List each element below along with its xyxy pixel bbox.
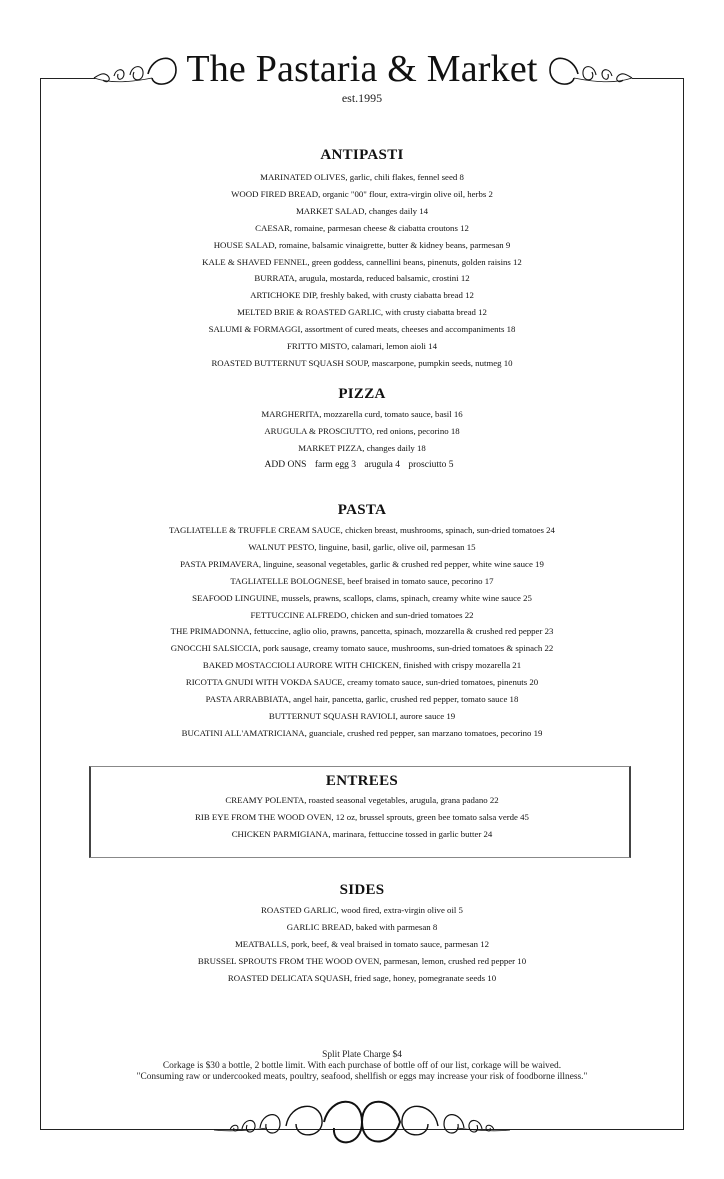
menu-item: BUCATINI ALL'AMATRICIANA, guanciale, crushed red pepper, san marzano tomatoes, pecorino 19 — [181, 727, 543, 738]
menu-item: THE PRIMADONNA, fettuccine, aglio olio, prawns, pancetta, spinach, mozzarella & crushed red pepper 23 — [170, 626, 554, 637]
menu-item: MARKET SALAD, changes daily 14 — [295, 205, 429, 216]
menu-item: WALNUT PESTO, linguine, basil, garlic, olive oil, parmesan 15 — [248, 541, 476, 552]
menu-item: ARUGULA & PROSCIUTTO, red onions, pecorino 18 — [264, 425, 460, 436]
menu-item: PASTA ARRABBIATA, angel hair, pancetta, garlic, crushed red pepper, tomato sauce 18 — [205, 694, 519, 705]
pizza-heading: PIZZA — [338, 386, 386, 402]
menu-item: HOUSE SALAD, romaine, balsamic vinaigrette, butter & kidney beans, parmesan 9 — [213, 239, 511, 250]
menu-item: ROASTED GARLIC, wood fired, extra-virgin olive oil 5 — [261, 905, 463, 915]
sides-heading: SIDES — [339, 882, 385, 898]
menu-item: CHICKEN PARMIGIANA, marinara, fettuccine tossed in garlic butter 24 — [231, 828, 493, 839]
menu-item: CREAMY POLENTA, roasted seasonal vegetables, arugula, grana padano 22 — [225, 795, 499, 805]
established-year: est.1995 — [341, 91, 383, 105]
addons-label: ADD ONS — [264, 459, 307, 470]
menu-item: MARKET PIZZA, changes daily 18 — [298, 442, 426, 453]
pizza-list — [0, 406, 724, 470]
menu-item: CAESAR, romaine, parmesan cheese & ciabatta croutons 12 — [255, 222, 469, 233]
menu-item: FRITTO MISTO, calamari, lemon aioli 14 — [287, 341, 437, 352]
menu-item: SALUMI & FORMAGGI, assortment of cured meats, cheeses and accompaniments 18 — [208, 324, 516, 335]
antipasti-heading: ANTIPASTI — [320, 147, 404, 163]
menu-item: BUTTERNUT SQUASH RAVIOLI, aurore sauce 19 — [268, 710, 456, 721]
menu-item: GARLIC BREAD, baked with parmesan 8 — [286, 921, 438, 932]
bottom-flourish-icon — [212, 1094, 512, 1150]
split-plate-charge: Split Plate Charge $4 — [322, 1050, 402, 1060]
entrees-list — [0, 792, 724, 843]
menu-item: BAKED MOSTACCIOLI AURORE WITH CHICKEN, finished with crispy mozarella 21 — [202, 660, 522, 671]
corkage-policy: Corkage is $30 a bottle, 2 bottle limit. With each purchase of bottle off of our list, corkage will be waived. — [162, 1061, 562, 1071]
menu-item: PASTA PRIMAVERA, linguine, seasonal vegetables, garlic & crushed red pepper, white wine sauce 19 — [180, 558, 544, 569]
foodborne-illness-warning: "Consuming raw or undercooked meats, poultry, seafood, shellfish or eggs may increase your risk of foodborne illness." — [136, 1072, 588, 1082]
menu-item: MARGHERITA, mozzarella curd, tomato sauce, basil 16 — [261, 409, 463, 419]
pasta-list — [0, 522, 724, 742]
sides-list — [0, 902, 724, 987]
menu-item: SEAFOOD LINGUINE, mussels, prawns, scallops, clams, spinach, creamy white wine sauce 25 — [192, 592, 532, 603]
pizza-addons — [0, 460, 724, 470]
menu-item: ROASTED DELICATA SQUASH, fried sage, honey, pomegranate seeds 10 — [227, 972, 497, 983]
antipasti-list — [0, 169, 724, 372]
menu-item: GNOCCHI SALSICCIA, pork sausage, creamy tomato sauce, mushrooms, sun-dried tomatoes & spinach 22 — [170, 643, 554, 654]
menu-item: WOOD FIRED BREAD, organic "00" flour, extra-virgin olive oil, herbs 2 — [231, 188, 493, 199]
menu-item: MEATBALLS, pork, beef, & veal braised in tomato sauce, parmesan 12 — [234, 938, 490, 949]
menu-item: MARINATED OLIVES, garlic, chili flakes, fennel seed 8 — [260, 172, 464, 182]
menu-item: RICOTTA GNUDI WITH VOKDA SAUCE, creamy tomato sauce, sun-dried tomatoes, pinenuts 20 — [185, 677, 539, 688]
menu-item: KALE & SHAVED FENNEL, green goddess, cannellini beans, pinenuts, golden raisins 12 — [202, 256, 522, 267]
entrees-heading: ENTREES — [325, 773, 399, 789]
menu-item: FETTUCCINE ALFREDO, chicken and sun-dried tomatoes 22 — [250, 609, 474, 620]
addon-option: prosciutto 5 — [408, 459, 454, 470]
menu-item: TAGLIATELLE BOLOGNESE, beef braised in tomato sauce, pecorino 17 — [230, 575, 494, 586]
menu-item: ROASTED BUTTERNUT SQUASH SOUP, mascarpone, pumpkin seeds, nutmeg 10 — [211, 357, 513, 368]
footer-notes — [0, 1050, 724, 1083]
addon-option: farm egg 3 — [314, 459, 356, 470]
menu-item: ARTICHOKE DIP, freshly baked, with crusty ciabatta bread 12 — [250, 290, 474, 301]
menu-item: RIB EYE FROM THE WOOD OVEN, 12 oz, brussel sprouts, green bee tomato salsa verde 45 — [195, 811, 529, 822]
pasta-heading: PASTA — [337, 502, 387, 518]
restaurant-title: The Pastaria & Market — [186, 48, 538, 90]
menu-item: BRUSSEL SPROUTS FROM THE WOOD OVEN, parmesan, lemon, crushed red pepper 10 — [197, 955, 527, 966]
menu-item: TAGLIATELLE & TRUFFLE CREAM SAUCE, chicken breast, mushrooms, spinach, sun-dried tomatoes 24 — [169, 525, 555, 535]
menu-item: MELTED BRIE & ROASTED GARLIC, with crusty ciabatta bread 12 — [237, 307, 487, 318]
addon-option: arugula 4 — [364, 459, 400, 470]
menu-item: BURRATA, arugula, mostarda, reduced balsamic, crostini 12 — [254, 273, 470, 284]
